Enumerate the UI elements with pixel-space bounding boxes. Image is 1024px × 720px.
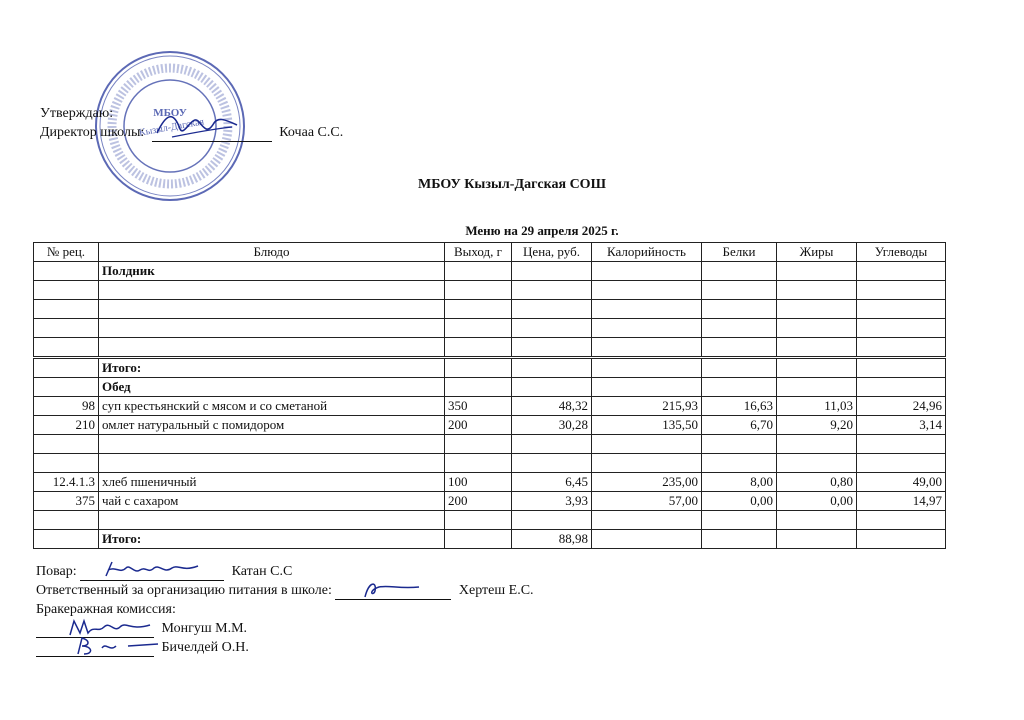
table-cell <box>512 300 592 319</box>
table-cell <box>512 262 592 281</box>
table-cell <box>445 511 512 530</box>
table-cell <box>777 300 857 319</box>
approval-block <box>40 104 343 142</box>
director-label: Директор школы: <box>40 125 145 140</box>
table-cell: 8,00 <box>702 473 777 492</box>
table-row <box>34 454 946 473</box>
director-signature-line <box>152 127 272 142</box>
table-cell: 98 <box>34 397 99 416</box>
table-row <box>34 511 946 530</box>
table-cell <box>34 378 99 397</box>
col-calories: Калорийность <box>592 243 702 262</box>
table-cell <box>857 262 946 281</box>
table-cell: 6,70 <box>702 416 777 435</box>
table-cell: 14,97 <box>857 492 946 511</box>
table-cell <box>512 435 592 454</box>
table-cell <box>777 454 857 473</box>
table-row <box>34 358 946 378</box>
table-row <box>34 473 946 492</box>
table-cell <box>702 300 777 319</box>
table-row <box>34 281 946 300</box>
table-cell: 100 <box>445 473 512 492</box>
table-cell: 49,00 <box>857 473 946 492</box>
col-dish: Блюдо <box>99 243 445 262</box>
table-cell: 12.4.1.3 <box>34 473 99 492</box>
table-cell <box>34 511 99 530</box>
member2-name: Бичелдей О.Н. <box>161 640 249 655</box>
table-cell <box>445 338 512 358</box>
table-cell: 0,00 <box>777 492 857 511</box>
svg-text:МБОУ: МБОУ <box>153 107 187 119</box>
table-cell: 3,14 <box>857 416 946 435</box>
table-cell <box>445 281 512 300</box>
table-header-row <box>34 243 946 262</box>
table-cell <box>34 358 99 378</box>
responsible-label: Ответственный за организацию питания в школе: <box>36 583 332 598</box>
table-cell: 0,00 <box>702 492 777 511</box>
menu-date: Меню на 29 апреля 2025 г. <box>465 223 619 238</box>
table-row <box>34 416 946 435</box>
col-output: Выход, г <box>445 243 512 262</box>
table-cell <box>445 435 512 454</box>
table-cell <box>34 530 99 549</box>
table-cell: 30,28 <box>512 416 592 435</box>
member2-signature <box>72 634 162 658</box>
table-cell <box>99 454 445 473</box>
col-carbs: Углеводы <box>857 243 946 262</box>
table-row <box>34 319 946 338</box>
table-cell <box>99 319 445 338</box>
table-cell <box>777 319 857 338</box>
table-cell <box>857 338 946 358</box>
table-cell <box>592 511 702 530</box>
table-cell: 57,00 <box>592 492 702 511</box>
table-cell: 200 <box>445 416 512 435</box>
table-cell <box>857 435 946 454</box>
table-cell <box>512 454 592 473</box>
table-cell <box>857 358 946 378</box>
table-cell: 48,32 <box>512 397 592 416</box>
table-cell: 6,45 <box>512 473 592 492</box>
table-cell: 200 <box>445 492 512 511</box>
table-cell: суп крестьянский с мясом и со сметаной <box>99 397 445 416</box>
col-recipe-no: № рец. <box>34 243 99 262</box>
table-cell <box>777 511 857 530</box>
table-row <box>34 338 946 358</box>
col-price: Цена, руб. <box>512 243 592 262</box>
table-cell: омлет натуральный с помидором <box>99 416 445 435</box>
table-cell: 375 <box>34 492 99 511</box>
table-cell: 11,03 <box>777 397 857 416</box>
table-cell <box>512 338 592 358</box>
table-cell: 350 <box>445 397 512 416</box>
table-cell: хлеб пшеничный <box>99 473 445 492</box>
table-cell <box>34 262 99 281</box>
table-cell <box>702 511 777 530</box>
table-cell: 235,00 <box>592 473 702 492</box>
table-cell <box>512 511 592 530</box>
director-name: Кочаа С.С. <box>279 125 344 140</box>
table-cell: 135,50 <box>592 416 702 435</box>
table-cell <box>857 319 946 338</box>
table-cell <box>857 281 946 300</box>
table-cell: 210 <box>34 416 99 435</box>
table-row <box>34 530 946 549</box>
table-cell <box>34 281 99 300</box>
table-cell <box>702 454 777 473</box>
signatures-block <box>36 562 534 657</box>
table-cell: чай с сахаром <box>99 492 445 511</box>
table-cell <box>99 300 445 319</box>
table-cell: 24,96 <box>857 397 946 416</box>
table-cell: Полдник <box>99 262 445 281</box>
table-cell <box>512 378 592 397</box>
table-cell <box>592 319 702 338</box>
table-row <box>34 435 946 454</box>
table-cell <box>592 338 702 358</box>
table-cell <box>702 262 777 281</box>
table-cell <box>445 262 512 281</box>
svg-text:Кызыл-Дагская: Кызыл-Дагская <box>138 116 205 139</box>
table-cell <box>512 319 592 338</box>
table-cell: 3,93 <box>512 492 592 511</box>
table-cell <box>592 435 702 454</box>
table-cell: Обед <box>99 378 445 397</box>
table-cell <box>592 300 702 319</box>
responsible-row <box>36 581 534 600</box>
table-cell <box>592 358 702 378</box>
table-cell <box>702 338 777 358</box>
table-row <box>34 397 946 416</box>
director-signature <box>152 107 242 141</box>
table-cell <box>34 454 99 473</box>
table-cell <box>702 358 777 378</box>
table-cell <box>445 378 512 397</box>
cook-label: Повар: <box>36 564 77 579</box>
table-cell <box>99 338 445 358</box>
table-cell <box>777 281 857 300</box>
table-cell: Итого: <box>99 358 445 378</box>
table-cell <box>857 530 946 549</box>
commission-label: Бракеражная комиссия: <box>36 602 176 617</box>
table-cell <box>445 319 512 338</box>
table-cell <box>702 530 777 549</box>
table-cell <box>445 530 512 549</box>
table-cell <box>99 435 445 454</box>
table-cell <box>512 358 592 378</box>
table-cell <box>34 435 99 454</box>
menu-table <box>33 242 946 549</box>
table-cell <box>857 511 946 530</box>
table-cell <box>512 281 592 300</box>
table-cell <box>857 300 946 319</box>
cook-name: Катан С.С <box>231 564 293 579</box>
responsible-name: Хертеш Е.С. <box>458 583 534 598</box>
table-cell: 88,98 <box>512 530 592 549</box>
table-cell: Итого: <box>99 530 445 549</box>
table-cell <box>777 262 857 281</box>
table-cell <box>445 300 512 319</box>
table-row <box>34 300 946 319</box>
table-cell <box>702 378 777 397</box>
cook-signature-line <box>80 566 224 581</box>
table-cell <box>34 300 99 319</box>
responsible-signature-line <box>335 585 451 600</box>
table-cell <box>857 378 946 397</box>
table-cell: 215,93 <box>592 397 702 416</box>
table-cell <box>777 378 857 397</box>
school-name: МБОУ Кызыл-Дагская СОШ <box>418 177 606 192</box>
table-cell <box>445 358 512 378</box>
table-cell <box>777 358 857 378</box>
table-cell: 9,20 <box>777 416 857 435</box>
table-row <box>34 262 946 281</box>
table-cell <box>777 530 857 549</box>
table-cell <box>857 454 946 473</box>
table-cell <box>592 454 702 473</box>
table-cell <box>702 435 777 454</box>
table-row <box>34 378 946 397</box>
table-row <box>34 492 946 511</box>
table-cell <box>702 319 777 338</box>
table-cell <box>34 338 99 358</box>
table-cell <box>592 281 702 300</box>
col-proteins: Белки <box>702 243 777 262</box>
responsible-signature <box>359 577 429 601</box>
table-cell <box>445 454 512 473</box>
table-cell: 16,63 <box>702 397 777 416</box>
table-cell <box>592 378 702 397</box>
table-cell <box>99 281 445 300</box>
member1-name: Монгуш М.М. <box>161 621 248 636</box>
table-cell <box>592 262 702 281</box>
cook-row <box>36 562 534 581</box>
table-cell: 0,80 <box>777 473 857 492</box>
table-cell <box>777 435 857 454</box>
member2-row <box>36 638 534 657</box>
col-fats: Жиры <box>777 243 857 262</box>
member2-signature-line <box>36 642 154 657</box>
table-cell <box>702 281 777 300</box>
table-cell <box>777 338 857 358</box>
table-cell <box>34 319 99 338</box>
cook-signature <box>102 558 202 582</box>
approved-label: Утверждаю: <box>40 106 114 121</box>
table-cell <box>99 511 445 530</box>
table-cell <box>592 530 702 549</box>
